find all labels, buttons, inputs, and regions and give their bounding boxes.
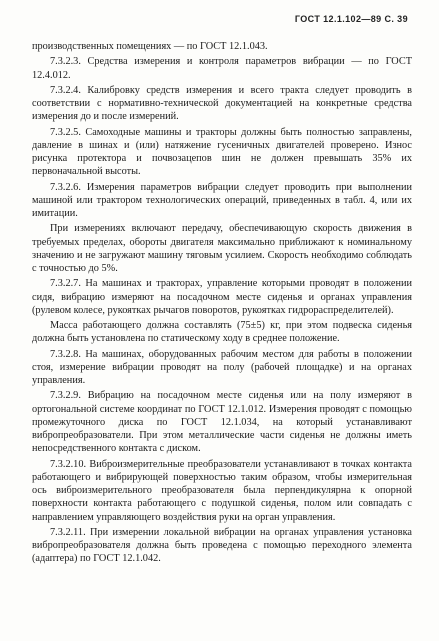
- page-header: ГОСТ 12.1.102—89 С. 39: [294, 14, 408, 24]
- paragraph-7-3-2-7: 7.3.2.7. На машинах и тракторах, управление которыми проводят в положении сидя, вибрацию измеряют на посадочном месте сиденья и органах управления (рулевом колесе, рукоятках рычагов поворотов, рукоятках гидрораспределителей).: [32, 278, 412, 316]
- paragraph-mass: Масса работающего должна составлять (75±5) кг, при этом подвеска сиденья должна быть установлена по статическому ходу в среднее положение.: [32, 320, 412, 345]
- paragraph-7-3-2-10: 7.3.2.10. Виброизмерительные преобразователи устанавливают в точках контакта работающего и вибрирующей поверхностью таким образом, чтобы измерительная ось виброизмерительного преобразователя была перпендикулярна к опорной поверхности контакта работающего с подушкой сиденья, полом или совпадать с направлением управляющего воздействия руки на орган управления.: [32, 458, 412, 523]
- paragraph-7-3-2-5: 7.3.2.5. Самоходные машины и тракторы должны быть полностью заправлены, давление в шинах и (или) натяжение гусеничных двигателей проверено. Износ рисунка протектора и почвозацепов шин не должен превышать 35% их первоначальной высоты.: [32, 126, 412, 178]
- paragraph-7-3-2-6: 7.3.2.6. Измерения параметров вибрации следует проводить при выполнении машиной или трактором технологических операций, приведенных в табл. 4, или их имитации.: [32, 181, 412, 219]
- document-body: [32, 40, 412, 568]
- paragraph-transmission: При измерениях включают передачу, обеспечивающую скорость движения в требуемых пределах, обороты двигателя максимально приближают к номинальному значению и не загружают машину тяговым усилием. Скорость необходимо соблюдать с точностью до 5%.: [32, 223, 412, 274]
- paragraph-continuation: производственных помещениях — по ГОСТ 12.1.043.: [32, 41, 268, 52]
- paragraph-7-3-2-4: 7.3.2.4. Калибровку средств измерения и всего тракта следует проводить в соответствии с нормативно-технической документацией на конкретные средства измерения до и после измерений.: [32, 84, 412, 123]
- paragraph-7-3-2-11: 7.3.2.11. При измерении локальной вибрации на органах управления установка вибропреобразователя должна быть проведена с помощью переходного элемента (адаптера) по ГОСТ 12.1.042.: [32, 526, 412, 565]
- paragraph-7-3-2-9: 7.3.2.9. Вибрацию на посадочном месте сиденья или на полу измеряют в ортогональной системе координат по ГОСТ 12.1.012. Измерения проводят с помощью промежуточного диска по ГОСТ 12.1.034, на который устанавливают вибропреобразователи. При этом металлические части сиденья не должны иметь непосредственного контакта с диском.: [32, 390, 412, 455]
- paragraph-7-3-2-8: 7.3.2.8. На машинах, оборудованных рабочим местом для работы в положении стоя, измерение вибрации проводят на полу (рабочей площадке) и на органах управления.: [32, 348, 412, 386]
- paragraph-7-3-2-3: 7.3.2.3. Средства измерения и контроля параметров вибрации — по ГОСТ 12.4.012.: [32, 56, 412, 81]
